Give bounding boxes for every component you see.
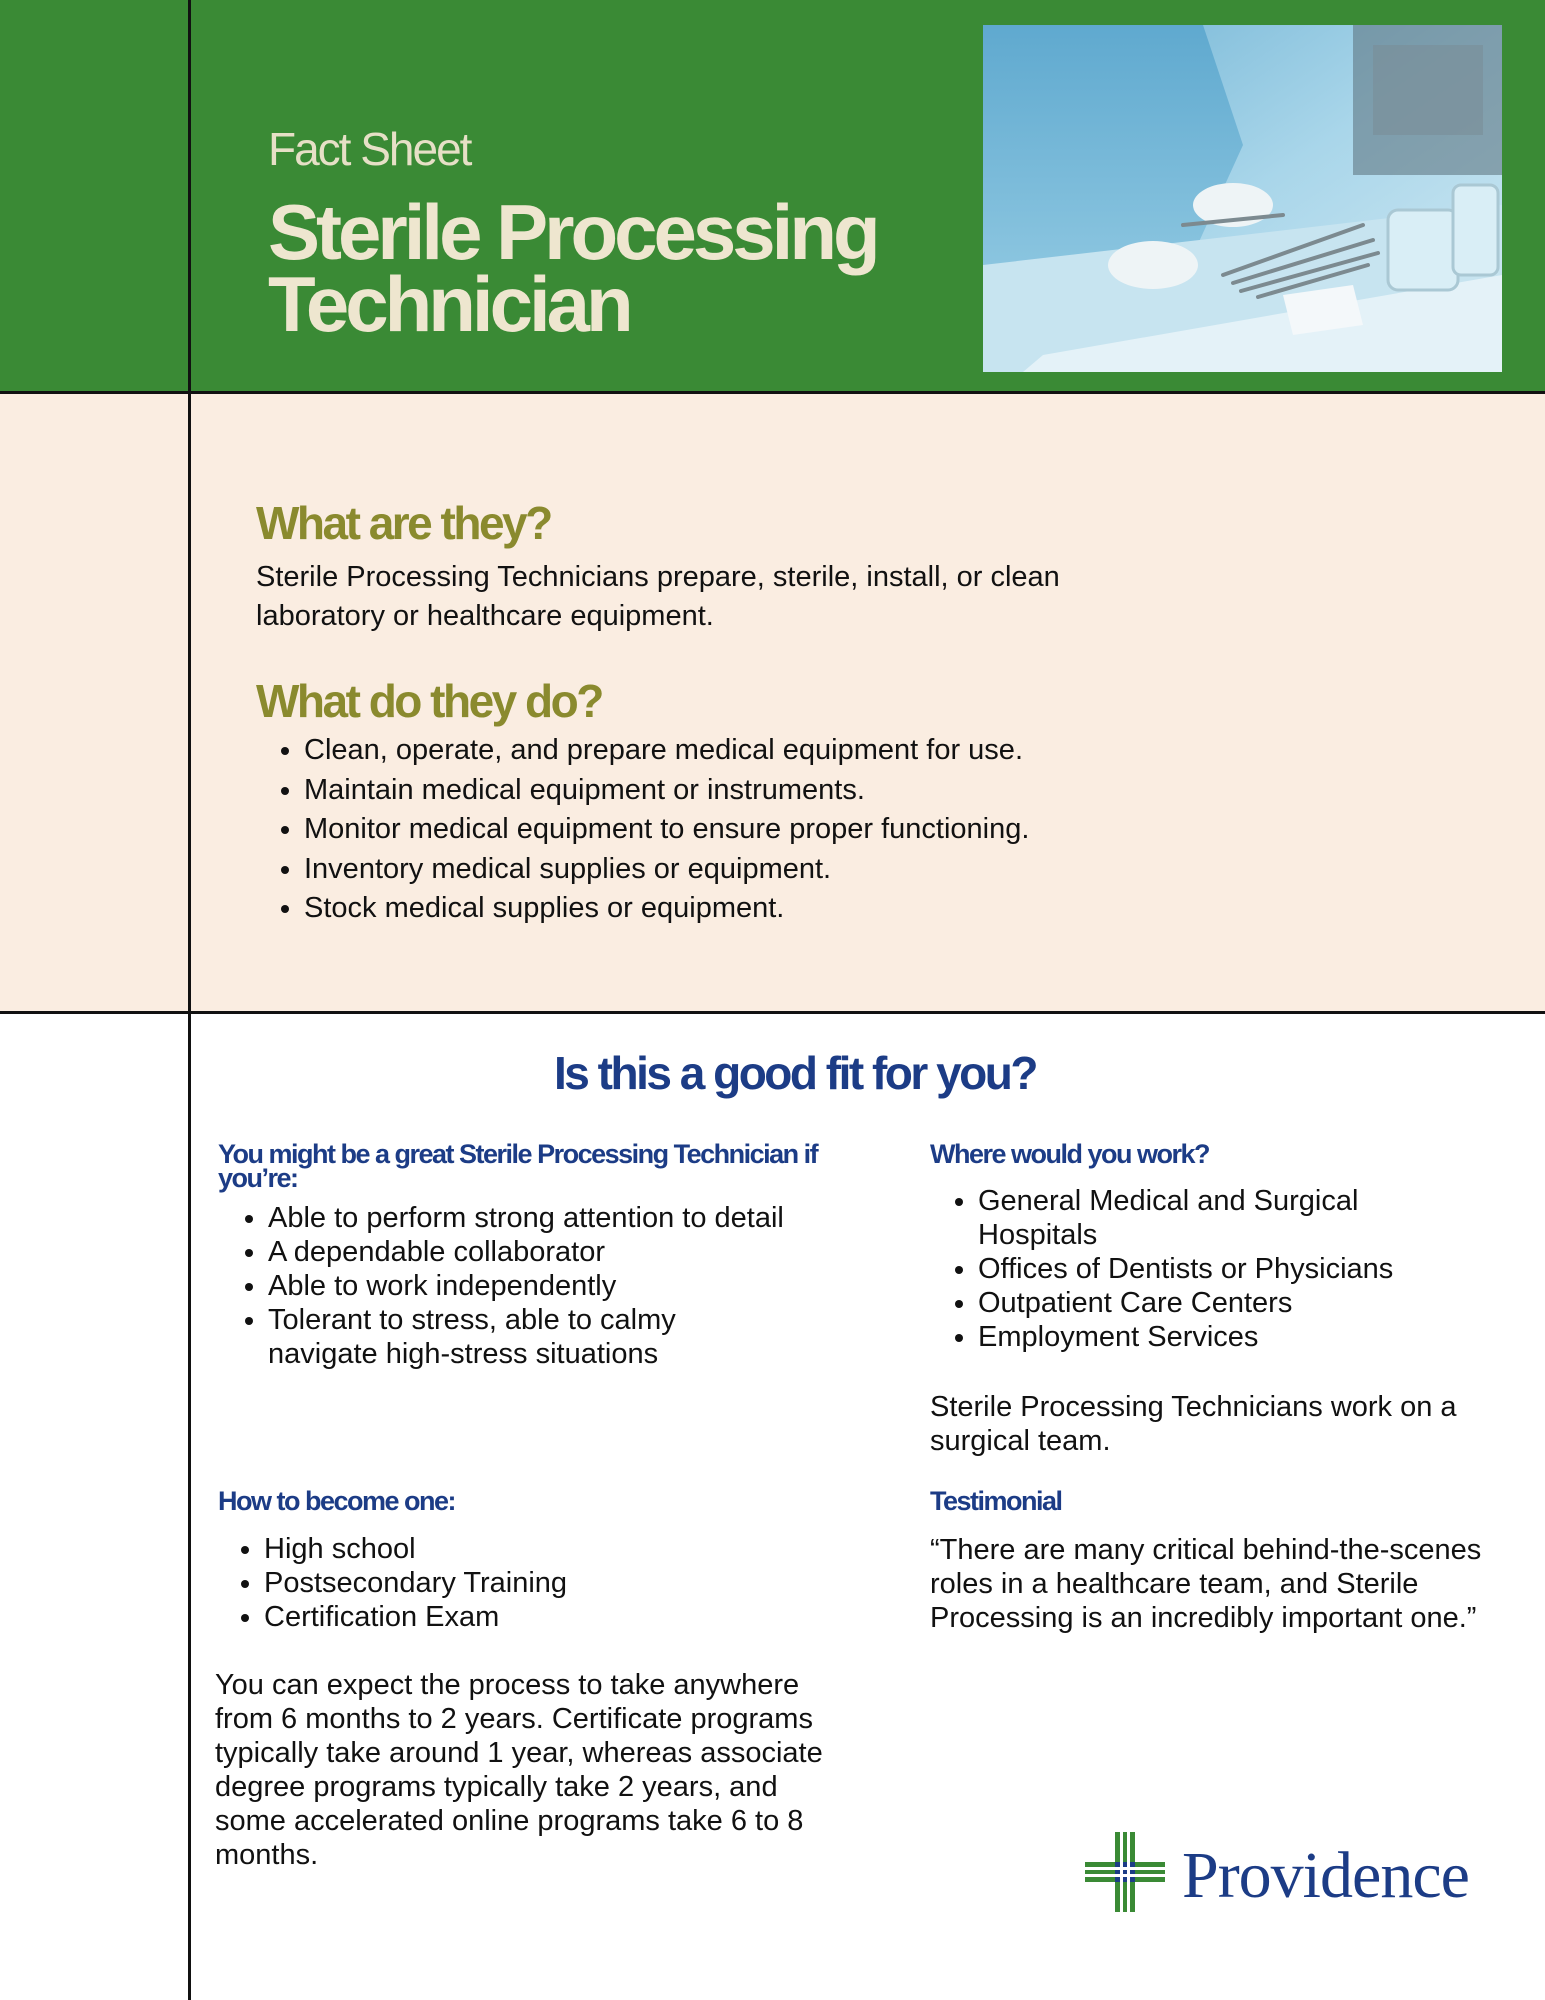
page-title	[268, 188, 968, 348]
list-item: • Offices of Dentists or Physicians	[978, 1252, 1470, 1286]
work-list-wrap	[930, 1184, 1470, 1354]
list-item: • Monitor medical equipment to ensure proper functioning.	[304, 810, 1356, 850]
list-item: • Maintain medical equipment or instruments.	[304, 771, 1356, 811]
list-item: • Clean, operate, and prepare medical equipment for use.	[304, 731, 1356, 771]
duties-list-wrap	[256, 731, 1356, 929]
list-item: • Employment Services	[978, 1320, 1470, 1354]
traits-heading: You might be a great Sterile Processing Technician if you’re:	[218, 1139, 818, 1193]
traits-list-wrap	[220, 1201, 790, 1371]
horizontal-rule-top	[0, 391, 1545, 394]
work-heading: Where would you work?	[930, 1139, 1210, 1169]
list-item: • Stock medical supplies or equipment.	[304, 889, 1356, 929]
list-item: • Tolerant to stress, able to calmy navigate high-stress situations	[268, 1303, 790, 1371]
surgery-photo	[983, 25, 1502, 372]
list-item: • General Medical and Surgical Hospitals	[978, 1184, 1470, 1252]
list-item: • High school	[264, 1532, 776, 1566]
page-title-line-2: Technician	[268, 260, 630, 348]
list-item: • A dependable collaborator	[268, 1235, 790, 1269]
about-text: Sterile Processing Technicians prepare, sterile, install, or clean laboratory or healthcare equipment.	[256, 561, 1060, 632]
horizontal-rule-bottom	[0, 1011, 1545, 1014]
list-item: • Outpatient Care Centers	[978, 1286, 1470, 1320]
become-heading: How to become one:	[218, 1486, 456, 1516]
logo-text: Providence	[1182, 1839, 1469, 1912]
become-note: You can expect the process to take anywhere from 6 months to 2 years. Certificate programs typically take around 1 year, whereas associate degree programs typically take 2 years, and some accelerated online programs take 6 to 8 months.	[215, 1669, 823, 1871]
work-note: Sterile Processing Technicians work on a surgical team.	[930, 1391, 1457, 1457]
vertical-rule	[188, 0, 191, 2000]
fit-heading: Is this a good fit for you?	[554, 1047, 1036, 1099]
page-title-line-1: Sterile Processing	[268, 188, 877, 276]
testimonial-heading: Testimonial	[930, 1486, 1062, 1516]
cross-icon	[1085, 1832, 1165, 1916]
testimonial-text: “There are many critical behind-the-scenes roles in a healthcare team, and Sterile Processing is an incredibly important one.”	[930, 1534, 1482, 1634]
duties-heading: What do they do?	[256, 675, 602, 727]
eyebrow: Fact Sheet	[268, 123, 471, 175]
become-list	[216, 1532, 776, 1634]
list-item: • Postsecondary Training	[264, 1566, 776, 1600]
become-list-wrap	[216, 1532, 776, 1634]
list-item: • Inventory medical supplies or equipment.	[304, 850, 1356, 890]
work-list	[930, 1184, 1470, 1354]
traits-list	[220, 1201, 790, 1371]
about-heading: What are they?	[256, 497, 551, 549]
list-item: • Able to perform strong attention to detail	[268, 1201, 790, 1235]
list-item: • Able to work independently	[268, 1269, 790, 1303]
duties-list	[256, 731, 1356, 929]
list-item: • Certification Exam	[264, 1600, 776, 1634]
